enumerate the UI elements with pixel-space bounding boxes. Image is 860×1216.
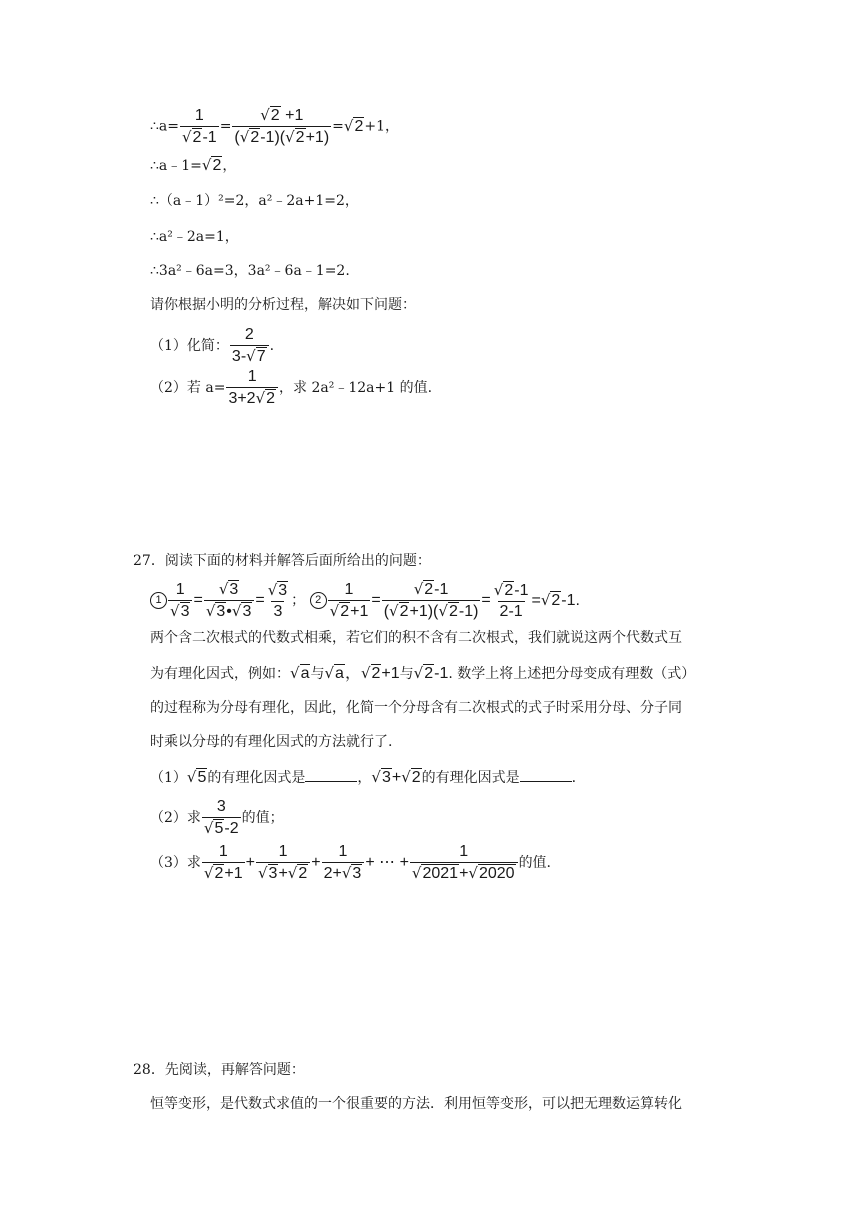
fraction: √ 3 3 <box>267 580 288 620</box>
circled-number: 1 <box>150 592 167 609</box>
p28-title: 28．先阅读，再解答问题： <box>133 1062 305 1078</box>
q2-end: 的值； <box>241 810 284 826</box>
fraction: 1 2+ √ 3 <box>322 843 365 883</box>
fraction: √ 2 -1 ( √ 2 +1)( √ 2 -1) <box>383 580 479 620</box>
p27-para-line-1: 两个含二次根式的代数式相乘，若它们的积不含有二次根式，我们就说这两个代数式互 <box>150 630 682 646</box>
p26-line-2: ∴a﹣1= √ 2 ， <box>150 156 237 174</box>
period: . <box>571 770 577 786</box>
p26-l1-prefix: ∴a= <box>150 118 179 135</box>
p26-l1-suffix: +1， <box>364 118 399 135</box>
p27-para-line-2: 为有理化因式，例如： √ a 与 √ a ， √ 2 +1与 √ 2 -1. 数学上将上述把分母变成有理数（式） <box>150 664 696 682</box>
q-label: （1） <box>150 770 187 786</box>
fraction: √ 2 -1 2-1 <box>493 580 529 620</box>
fraction: √ 3 √ 3 • √ 3 <box>204 580 255 621</box>
fraction: 1 √ 3 <box>168 581 192 621</box>
q1-suffix: . <box>269 338 275 354</box>
p27-para-line-3: 的过程称为分母有理化，因此，化简一个分母含有二次根式的式子时采用分母、分子同 <box>150 700 682 716</box>
p27-title: 27．阅读下面的材料并解答后面所给出的问题： <box>133 553 431 569</box>
fraction: 1 √ 2021 + √ 2020 <box>410 843 518 883</box>
p26-question-2 <box>150 368 432 408</box>
fraction: 1 √ 2 -1 <box>181 106 217 146</box>
p27-question-3: （3）求 1 √ 2 +1 + 1 √ 3 + √ 2 + 1 2+ √ 3 + ⋯ + 1 √ 2021 + √ 2020 的值. <box>150 843 552 882</box>
p26-line-1: ∴a= 1 √ 2 -1 = √ 2 +1 ( √ 2 -1)( √ 2 +1) = √ 2 +1， <box>150 106 399 146</box>
p27-para-line-4: 时乘以分母的有理化因式的方法就行了. <box>150 734 393 750</box>
p26-l2-prefix: ∴a﹣1= <box>150 158 202 174</box>
q1-text: 的有理化因式是 <box>207 770 306 786</box>
comma: ， <box>357 770 372 786</box>
p27-examples: 1 1 √ 3 = √ 3 √ 3 • √ 3 = √ 3 3 ； 2 1 √ 2 +1 = √ 2 -1 ( √ 2 +1)( √ 2 -1) = √ 2 -1 2-1 = √ 2 -1. <box>150 580 580 621</box>
fraction: 1 √ 2 +1 <box>203 843 243 882</box>
separator: ； <box>291 592 306 609</box>
p27-question-2 <box>150 798 284 838</box>
q1-label: （1）化简： <box>150 338 229 354</box>
p28-line-1: 恒等变形，是代数式求值的一个很重要的方法．利用恒等变形，可以把无理数运算转化 <box>150 1096 682 1112</box>
p26-line-4: ∴a²﹣2a=1， <box>150 229 239 245</box>
word-yu: 与 <box>310 666 325 682</box>
p26-l2-suffix: ， <box>222 158 237 174</box>
fraction: 1 √ 2 +1 <box>329 580 369 620</box>
p26-question-1 <box>150 326 274 366</box>
fraction: 1 3+2 √ 2 <box>226 368 278 408</box>
answer-blank[interactable] <box>305 767 357 782</box>
q-label: （3）求 <box>150 855 201 871</box>
circled-number: 2 <box>310 592 327 609</box>
p26-intro: 请你根据小明的分析过程，解决如下问题： <box>150 297 416 313</box>
fraction: 3 √ 5 -2 <box>203 798 239 837</box>
q1-text-2: 的有理化因式是 <box>421 770 520 786</box>
p27-question-1: （1） √ 5 的有理化因式是 ， √ 3 + √ 2 的有理化因式是 . <box>150 768 577 786</box>
fraction: √ 2 +1 ( √ 2 -1)( √ 2 +1) <box>234 106 330 146</box>
para-l2-b: . 数学上将上述把分母变成有理数（式） <box>448 666 696 682</box>
fraction: 1 √ 3 + √ 2 <box>256 843 310 883</box>
q2-label: （2）若 a= <box>150 380 226 396</box>
q-label: （2）求 <box>150 810 201 826</box>
word-yu: 与 <box>399 666 414 682</box>
answer-blank[interactable] <box>520 767 572 782</box>
p26-line-5: ∴3a²﹣6a=3，3a²﹣6a﹣1=2. <box>150 263 350 279</box>
p26-line-3: ∴（a﹣1）²=2，a²﹣2a+1=2， <box>150 193 359 209</box>
q3-end: 的值. <box>518 855 552 871</box>
q2-suffix: ，求 2a²﹣12a+1 的值. <box>279 380 433 396</box>
fraction: 2 3- √ 7 <box>230 326 269 366</box>
para-l2-a: 为有理化因式，例如： <box>150 666 290 682</box>
